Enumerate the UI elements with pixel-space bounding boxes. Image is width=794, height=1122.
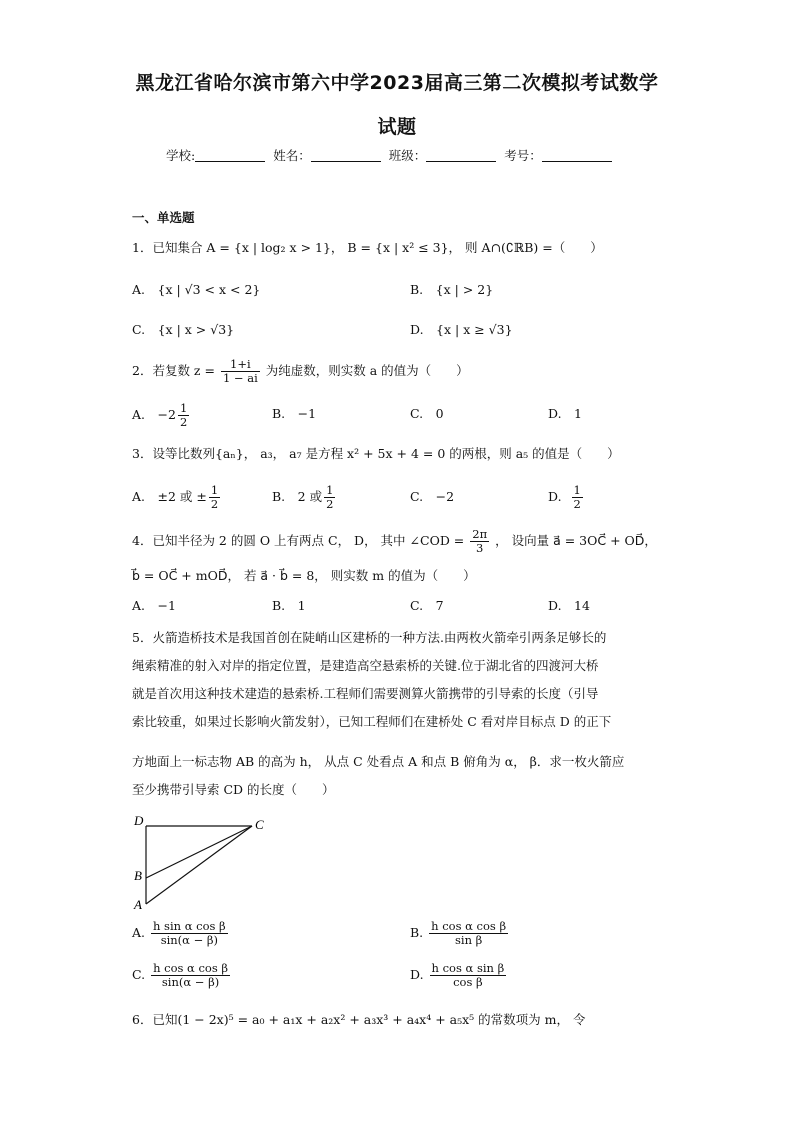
q4-stem-a: 4．已知半径为 2 的圆 O 上有两点 C， D， 其中 ∠COD =: [132, 533, 465, 548]
q5-c-den: sin(α − β): [161, 975, 220, 989]
q5-b-den: sin β: [455, 933, 483, 947]
q2-option-a[interactable]: [132, 402, 191, 429]
q2-option-c[interactable]: C. 0: [410, 406, 444, 421]
q5-line-3: 就是首次用这种技术建造的悬索桥.工程师们需要测算火箭携带的引导索的长度（引导: [132, 686, 599, 701]
q2-option-b[interactable]: B. −1: [272, 406, 317, 421]
q2-stem: [132, 358, 469, 385]
label-a: A: [134, 897, 142, 912]
q4-option-c[interactable]: C. 7: [410, 598, 444, 613]
q2-suffix: 为纯虚数，则实数 a 的值为（ ）: [265, 363, 469, 378]
q5-d-label: D.: [410, 967, 424, 982]
label-b: B: [134, 868, 142, 883]
q3-d-num: 1: [573, 483, 581, 497]
q4-option-d[interactable]: D. 14: [548, 598, 590, 613]
q5-d-fraction: [430, 962, 507, 989]
q5-a-label: A.: [132, 925, 146, 940]
q3-d-den: 2: [573, 497, 581, 511]
q1-stem: 1．已知集合 A = {x | log₂ x > 1}， B = {x | x² ≤ 3}， 则 A∩(∁ℝB) =（ ）: [132, 240, 603, 255]
q2-a-fraction: [178, 402, 189, 429]
exam-title-line1: 黑龙江省哈尔滨市第六中学2023届高三第二次模拟考试数学: [135, 72, 659, 94]
q5-b-num: h cos α cos β: [431, 919, 507, 933]
segment-bc: [146, 826, 252, 878]
q3-a-num: 1: [210, 483, 219, 497]
q3-option-d[interactable]: [548, 484, 585, 511]
q3-stem: 3．设等比数列{aₙ}， a₃， a₇ 是方程 x² + 5x + 4 = 0 的两根，则 a₅ 的值是（ ）: [132, 446, 620, 461]
segment-ac: [146, 826, 252, 904]
exam-title-line2: 试题: [377, 116, 417, 138]
q4-stem-b: ， 设向量 a⃗ = 3OC⃗ + OD⃗，: [495, 533, 657, 548]
exam-number-blank[interactable]: [542, 149, 612, 162]
q5-option-c[interactable]: [132, 962, 232, 989]
q1-option-c[interactable]: C. {x | x > √3}: [132, 322, 235, 337]
name-blank[interactable]: [311, 149, 381, 162]
label-c: C: [255, 817, 264, 832]
q4-fraction: [470, 528, 489, 555]
q3-b-num: 1: [326, 483, 334, 497]
q2-a-den: 2: [179, 415, 188, 429]
q1-option-d[interactable]: D. {x | x ≥ √3}: [410, 322, 513, 337]
q5-option-a[interactable]: [132, 920, 230, 947]
school-label: 学校:: [166, 148, 196, 163]
class-blank[interactable]: [426, 149, 496, 162]
q3-option-b[interactable]: [272, 484, 337, 511]
q5-a-num: h sin α cos β: [153, 919, 226, 933]
q5-line-2: 绳索精准的射入对岸的指定位置，是建造高空悬索桥的关键.位于湖北省的四渡河大桥: [132, 658, 599, 673]
q2-a-num: 1: [179, 401, 188, 415]
q3-a-fraction: [209, 484, 220, 511]
q5-option-d[interactable]: [410, 962, 508, 989]
q4-frac-num: 2π: [472, 527, 488, 541]
q5-line-4: 索比较重，如果过长影响火箭发射），已知工程师们在建桥处 C 看对岸目标点 D 的正下: [132, 714, 612, 729]
school-blank[interactable]: [195, 149, 265, 162]
q4-stem-line2: b⃗ = OC⃗ + mOD⃗， 若 a⃗ · b⃗ = 8， 则实数 m 的值为（ ）: [132, 568, 476, 583]
exam-number-label: 考号：: [504, 148, 542, 163]
q5-d-den: cos β: [453, 975, 483, 989]
q3-b-fraction: [324, 484, 335, 511]
q5-b-fraction: [429, 920, 508, 947]
q5-c-fraction: [151, 962, 230, 989]
q2-frac-den: 1 − ai: [222, 371, 258, 385]
student-info-line: [166, 146, 616, 164]
section-heading: 一、单选题: [132, 210, 195, 225]
class-label: 班级：: [388, 148, 427, 163]
q2-frac-num: 1+i: [221, 358, 260, 372]
q6-stem: 6．已知(1 − 2x)⁵ = a₀ + a₁x + a₂x² + a₃x³ + a₄x⁴ + a₅x⁵ 的常数项为 m， 令: [132, 1012, 586, 1027]
q5-a-fraction: [151, 920, 228, 947]
q3-b-den: 2: [326, 497, 334, 511]
q5-line-1: 5．火箭造桥技术是我国首创在陡峭山区建桥的一种方法.由两枚火箭牵引两条足够长的: [132, 630, 607, 645]
q2-option-d[interactable]: D. 1: [548, 406, 583, 421]
q3-option-a[interactable]: [132, 484, 222, 511]
q5-a-den: sin(α − β): [160, 933, 219, 947]
q3-b-prefix: B. 2 或: [272, 489, 323, 504]
q3-option-c[interactable]: C. −2: [410, 489, 455, 504]
q4-stem-line1: [132, 528, 657, 555]
q5-c-label: C.: [132, 967, 146, 982]
q5-c-num: h cos α cos β: [153, 961, 229, 975]
q3-a-den: 2: [210, 497, 219, 511]
name-label: 姓名：: [273, 148, 311, 163]
q5-d-num: h cos α sin β: [431, 961, 505, 975]
q3-d-prefix: D.: [548, 489, 562, 504]
q3-a-prefix: A. ±2 或 ±: [132, 489, 207, 504]
q5-figure: [132, 808, 282, 913]
q4-frac-den: 3: [476, 541, 484, 555]
q5-b-label: B.: [410, 925, 424, 940]
q3-d-fraction: [572, 484, 583, 511]
q4-option-b[interactable]: B. 1: [272, 598, 306, 613]
q5-line-6: 至少携带引导索 CD 的长度（ ）: [132, 782, 335, 797]
q5-option-b[interactable]: [410, 920, 510, 947]
q4-option-a[interactable]: A. −1: [132, 598, 176, 613]
q2-prefix: 2．若复数 z =: [132, 363, 215, 378]
q5-line-5: 方地面上一标志物 AB 的高为 h， 从点 C 处看点 A 和点 B 俯角为 α， β．求一枚火箭应: [132, 754, 625, 769]
q1-option-a[interactable]: A. {x | √3 < x < 2}: [132, 282, 261, 297]
q2-fraction: [221, 358, 260, 385]
q2-a-prefix: A. −2: [132, 407, 176, 422]
label-d: D: [134, 813, 144, 828]
q1-option-b[interactable]: B. {x | > 2}: [410, 282, 494, 297]
